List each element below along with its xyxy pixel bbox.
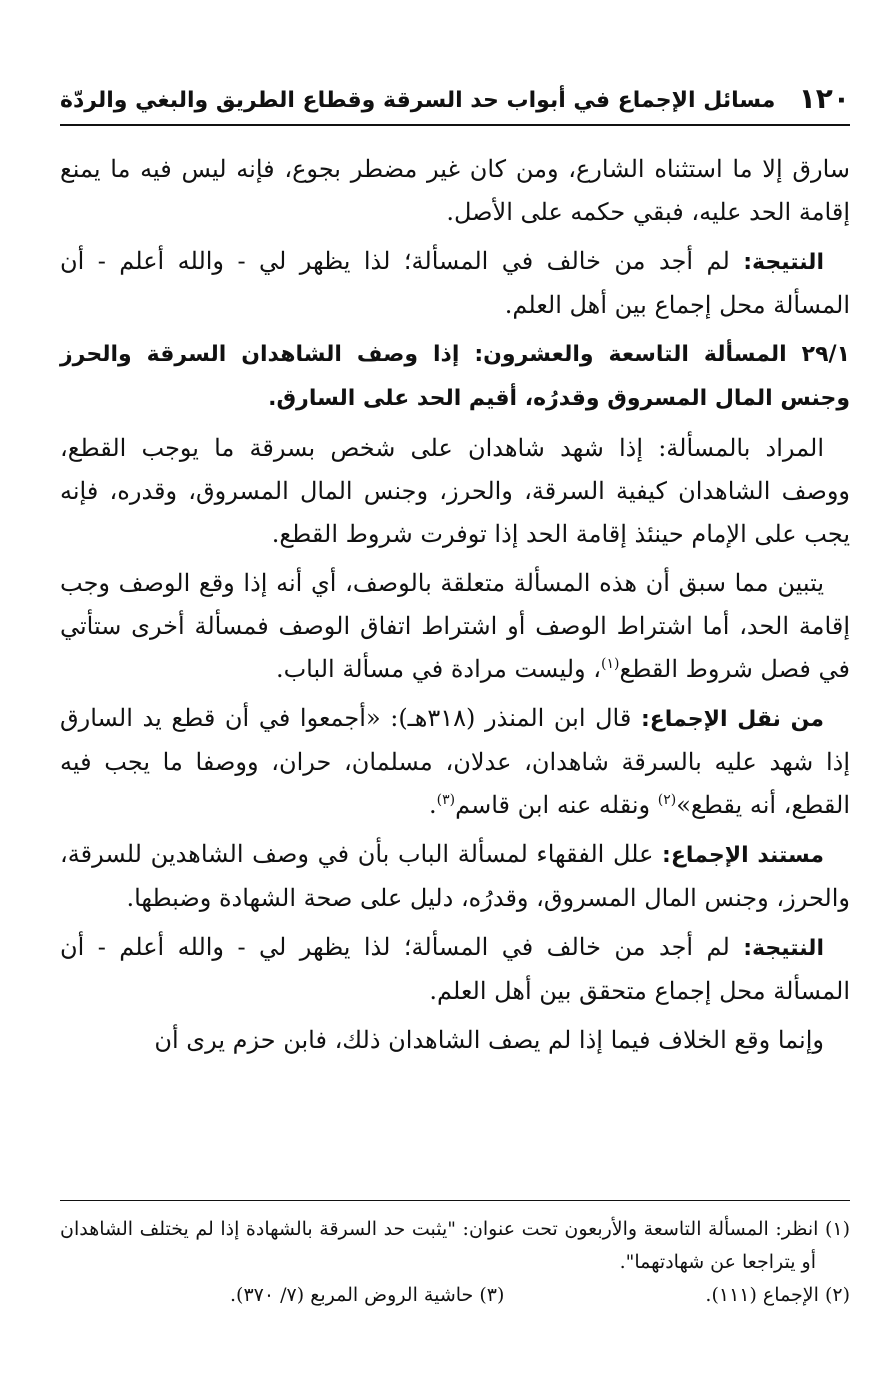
footnotes [60,1213,850,1312]
result-term-2: النتيجة: [743,936,824,961]
footnote-row [60,1279,850,1312]
page-number: ١٢٠ [798,82,850,115]
main-text [60,148,850,1068]
paragraph-consensus-source [60,697,850,827]
issue-heading: ٢٩/١ المسألة التاسعة والعشرون: إذا وصف الشاهدان السرقة والحرز وجنس المال المسروق وقدرُه، أقيم الحد على السارق. [60,342,850,411]
consensus-basis-term: مستند الإجماع: [662,843,824,868]
consensus-transmitter: ونقله عنه ابن قاسم [455,791,658,819]
paragraph-result-1 [60,240,850,327]
footnote-3: (٣) حاشية الروض المربع (٧/ ٣٧٠). [230,1284,505,1306]
result-term: النتيجة: [743,250,824,275]
footnote-1: (١) انظر: المسألة التاسعة والأربعون تحت عنوان: "يثبت حد السرقة بالشهادة إذا لم يختلف الشاهدان أو يتراجعا عن شهادتهما". [60,1218,850,1273]
footnote-ref-1[interactable]: (١) [600,656,620,672]
clarification-text-b: ، وليست مرادة في مسألة الباب. [275,655,601,683]
consensus-quote: قال ابن المنذر (٣١٨هـ): «أجمعوا في أن قطع يد السارق إذا شهد عليه بالسرقة شاهدان، عدلان، مسلمان، حران، ووصفا ما يجب فيه القطع، أنه يقطع» [60,704,850,819]
footnote-divider [60,1200,850,1201]
consensus-end: . [429,791,437,819]
clarification-text-a: يتبين مما سبق أن هذه المسألة متعلقة بالوصف، أي أنه إذا وقع الوصف وجب إقامة الحد، أما اشتراط الوصف أو اشتراط اتفاق الوصف فمسألة أخرى ستأتي في فصل شروط القطع [60,569,850,683]
paragraph-disagreement: وإنما وقع الخلاف فيما إذا لم يصف الشاهدان ذلك، فابن حزم يرى أن [154,1026,824,1054]
result-text: لم أجد من خالف في المسألة؛ لذا يظهر لي - والله أعلم - أن المسألة محل إجماع بين أهل العلم. [60,247,850,319]
document-page [60,70,850,1370]
consensus-basis-text: علل الفقهاء لمسألة الباب بأن في وصف الشاهدين للسرقة، والحرز، وجنس المال المسروق، وقدرُه، دليل على صحة الشهادة وضبطها. [60,840,850,912]
footnote-2: (٢) الإجماع (١١١). [705,1284,850,1306]
paragraph-result-2 [60,926,850,1013]
paragraph-clarification [60,562,850,691]
footnote-ref-2[interactable]: (٢) [657,792,677,808]
result-text-2: لم أجد من خالف في المسألة؛ لذا يظهر لي - والله أعلم - أن المسألة محل إجماع متحقق بين أهل العلم. [60,933,850,1005]
paragraph-consensus-basis [60,833,850,920]
paragraph-meaning: المراد بالمسألة: إذا شهد شاهدان على شخص بسرقة ما يوجب القطع، ووصف الشاهدان كيفية السرقة، والحرز، وجنس المال المسروق، وقدره، فإنه يجب على الإمام حينئذ إقامة الحد إذا توفرت شروط القطع. [60,434,850,548]
footnote-ref-3[interactable]: (٣) [436,792,456,808]
paragraph-continuation: سارق إلا ما استثناه الشارع، ومن كان غير مضطر بجوع، فإنه ليس فيه ما يمنع إقامة الحد عليه، فبقي حكمه على الأصل. [60,155,850,226]
page-header [60,80,850,126]
running-title: مسائل الإجماع في أبواب حد السرقة وقطاع الطريق والبغي والردّة [60,88,776,113]
consensus-source-term: من نقل الإجماع: [640,707,824,732]
